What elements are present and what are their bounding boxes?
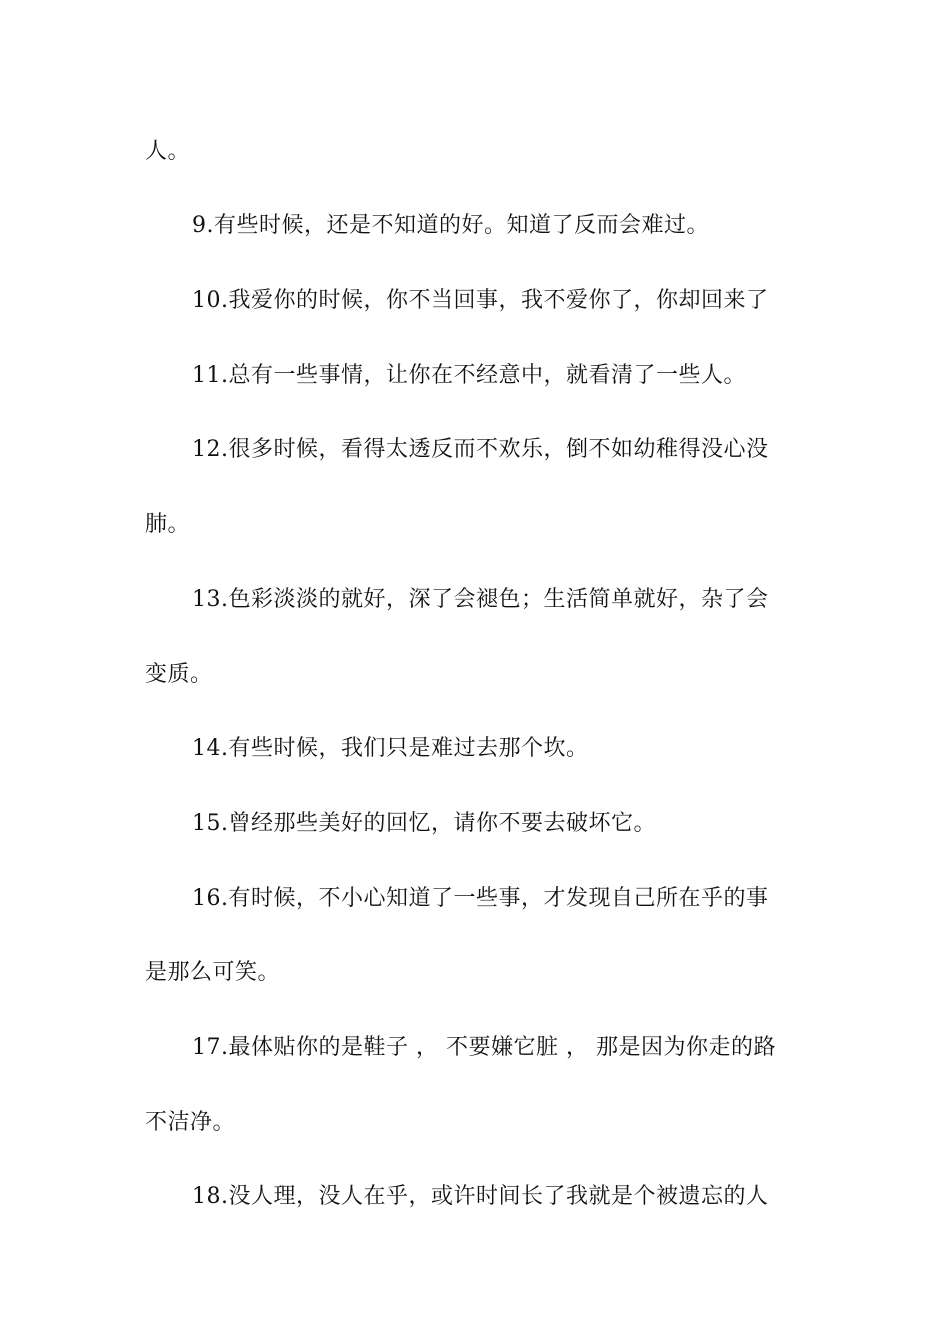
- quote-17: 17.最体贴你的是鞋子 ， 不要嫌它脏 ， 那是因为你走的路: [192, 1035, 776, 1060]
- quote-13: 13.色彩淡淡的就好，深了会褪色；生活简单就好，杂了会: [192, 587, 769, 612]
- quote-12-continuation: 肺。: [145, 512, 191, 537]
- quote-13-continuation: 变质。: [145, 662, 213, 687]
- quote-16-continuation: 是那么可笑。: [145, 960, 281, 985]
- quote-12: 12.很多时候，看得太透反而不欢乐，倒不如幼稚得没心没: [192, 437, 769, 462]
- quote-18: 18.没人理，没人在乎，或许时间长了我就是个被遗忘的人: [192, 1184, 769, 1209]
- quote-16: 16.有时候，不小心知道了一些事，才发现自己所在乎的事: [192, 886, 769, 911]
- quote-17-continuation: 不洁净。: [145, 1110, 236, 1135]
- quote-15: 15.曾经那些美好的回忆，请你不要去破坏它。: [192, 811, 656, 836]
- quote-14: 14.有些时候，我们只是难过去那个坎。: [192, 736, 589, 761]
- quote-10: 10.我爱你的时候，你不当回事，我不爱你了，你却回来了: [192, 288, 769, 313]
- text-line-continuation: 人。: [145, 139, 191, 164]
- quote-9: 9.有些时候，还是不知道的好。知道了反而会难过。: [192, 213, 709, 238]
- quote-11: 11.总有一些事情，让你在不经意中，就看清了一些人。: [192, 363, 746, 388]
